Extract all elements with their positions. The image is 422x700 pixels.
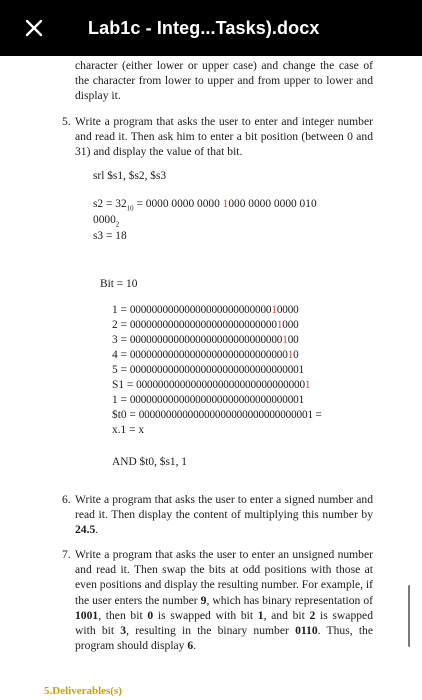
row-bits: 000000000000000000000000000 [129, 319, 277, 331]
task7-number: 7. [62, 548, 71, 561]
row-label: 1 = [112, 394, 130, 406]
row-label: 5 = [112, 364, 130, 376]
task7-bold: 9 [200, 593, 207, 607]
s2-line [93, 197, 317, 212]
row-bits: 00000000000000000000000000000001 = [138, 409, 322, 421]
task7-bold: 6 [187, 639, 194, 653]
row-tail: 1 [298, 364, 305, 376]
intro-paragraph: character (either lower or upper case) and change the case of the character from lower to upper and from upper to lower and display it. [75, 59, 373, 103]
task7-text: , and bit [263, 608, 310, 622]
shift-row [112, 363, 304, 378]
row-bits: 0000000000000000000000000000 [129, 334, 283, 346]
task7-bold: 0 [147, 608, 154, 622]
x-line: x.1 = x [112, 424, 145, 436]
row-tail: 00 [287, 334, 299, 346]
row-label: $t0 = [112, 409, 139, 421]
row-red-bit: 1 [271, 304, 277, 316]
task7-bold: 3 [120, 624, 127, 638]
row-bits: 0000000000000000000000000000000 [129, 364, 299, 376]
row-label: 2 = [112, 319, 130, 331]
title-bar [0, 0, 422, 56]
s2-rest: 000 0000 0000 010 [228, 198, 317, 210]
task7-text: is swapped with bit [75, 608, 373, 638]
row-tail: 1 [298, 394, 305, 406]
row-red-bit: 1 [276, 319, 283, 331]
row-bits: 0000000000000000000000000000000 [129, 394, 299, 406]
and-instruction: AND $t0, $s1, 1 [112, 456, 187, 468]
task7-bold: 1 [257, 608, 264, 622]
document-title: Lab1c - Integ...Tasks).docx [88, 17, 320, 38]
row-red-bit: 1 [287, 349, 294, 361]
task7-text: Write a program that asks the user to enter an unsigned number and read it. Then swap the bits at odd positions with those at even positions and display the resulting number. For example, if the user enters the number [75, 548, 373, 607]
task7-bold: 2 [309, 608, 316, 622]
task7-bold: 1001 [75, 608, 99, 622]
row-tail: 0 [293, 349, 299, 361]
task6-text-end: . [95, 523, 99, 537]
shift-row [112, 408, 322, 423]
shift-row [112, 378, 310, 393]
s2-mid: = 0000 0000 0000 [133, 198, 223, 210]
shift-row [112, 333, 299, 348]
s2-line-2 [93, 213, 119, 228]
task7-text: , then bit [98, 608, 148, 622]
task7-text: , which has binary representation of [206, 593, 373, 607]
shift-row [112, 303, 299, 318]
row-label: 3 = [112, 334, 130, 346]
task6-number: 6. [62, 493, 71, 506]
row-bits: 00000000000000000000000000 [129, 304, 272, 316]
close-icon[interactable] [24, 18, 44, 38]
s2-line2-text: 0000 [93, 214, 116, 226]
s2-highlight-bit: 1 [222, 198, 229, 210]
task5-paragraph: Write a program that asks the user to enter and integer number and read it. Then ask him to enter a bit position (between 0 and 31) and display the value of that bit. [75, 115, 373, 159]
task6-paragraph [75, 492, 373, 538]
task6-text: Write a program that asks the user to enter a signed number and read it. Then display the content of multiplying this number by [75, 493, 373, 522]
task7-paragraph [75, 547, 373, 653]
task7-text: . [193, 639, 197, 653]
srl-instruction: srl $s1, $s2, $s3 [93, 170, 167, 182]
task7-text: . Thus, the program should display [75, 624, 373, 653]
row-red-bit: 1 [282, 334, 288, 346]
bit-line: Bit = 10 [100, 278, 138, 290]
task7-text: is swapped with bit [153, 608, 258, 622]
s2-line2-base: 2 [115, 220, 120, 229]
shift-row [112, 393, 304, 408]
scrollbar[interactable] [408, 585, 410, 647]
shift-row [112, 318, 299, 333]
row-tail: 0000 [276, 304, 299, 316]
task6-bold-value: 24.5 [75, 523, 96, 537]
row-tail: 000 [282, 319, 299, 331]
task7-text: , resulting in the binary number [126, 624, 296, 638]
row-bits: 00000000000000000000000000000 [129, 349, 288, 361]
row-red-bit: 1 [304, 379, 311, 391]
deliverables-heading: 5.Deliverables(s) [44, 685, 122, 697]
s2-base: 10 [126, 204, 134, 213]
shift-row [112, 348, 299, 363]
task7-bold: 0110 [295, 624, 318, 638]
row-label: 4 = [112, 349, 130, 361]
task5-number: 5. [62, 115, 71, 128]
document-view[interactable] [0, 56, 422, 700]
s3-line: s3 = 18 [93, 230, 127, 242]
row-label: S1 = [112, 379, 137, 391]
s2-prefix: s2 = 32 [93, 198, 127, 210]
row-label: 1 = [112, 304, 130, 316]
row-bits: 0000000000000000000000000000000 [136, 379, 305, 391]
